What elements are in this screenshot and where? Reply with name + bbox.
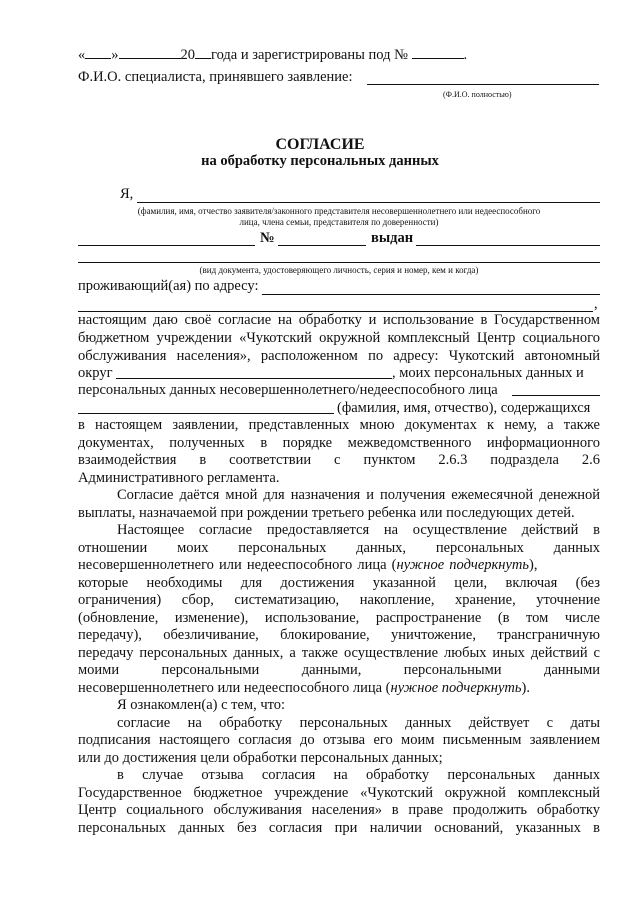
acknowledged-line: Я ознакомлен(а) с тем, что: [117,697,286,713]
minor-name-blank-2 [78,413,334,414]
body-line-4-end: , моих персональных данных и [392,365,584,381]
month-blank [119,46,181,59]
body-line-2: бюджетном учреждении «Чукотский окружной комплексный Центр социального [78,330,600,346]
actions-line-4: которые необходимы для достижения указанной цели, включая (без [78,575,600,591]
document-details-blank [78,262,600,263]
revocation-line-3: Центр социального обслуживания населения» в праве продолжить обработку [78,802,600,818]
minor-name-blank-1 [512,395,600,396]
residing-label: проживающий(ая) по адресу: [78,278,259,294]
applicant-hint-1: (фамилия, имя, отчество заявителя/законного представителя несовершеннолетнего или недееспособного [137,206,541,216]
actions-line-5: ограничения) сбор, систематизацию, накопление, хранение, уточнение [78,592,600,608]
actions-line-3-text: несовершеннолетнего или недееспособного лица ( [78,557,397,573]
actions-line-8: передачу персональных данных, а также осуществление любых иных действий с [78,645,600,661]
year-blank [195,46,211,59]
okrug-address-blank [116,378,392,379]
actions-line-7: передачу), обезличивание, блокирование, уничтожение, трансграничную [78,627,600,643]
document-hint: (вид документа, удостоверяющего личность, серия и номер, кем и когда) [199,265,479,275]
revocation-line-1: в случае отзыва согласия на обработку персональных данных [117,767,600,783]
document-title: СОГЛАСИЕ [275,136,365,153]
issued-label: выдан [371,230,414,246]
body-line-6: (фамилия, имя, отчество), содержащихся [337,400,591,416]
actions-line-6: (обновление, изменение), использование, распространение (в том числе [78,610,600,626]
quote-close: » [111,47,119,63]
purpose-line-2: выплаты, назначаемой при рождении третьего ребенка или последующих детей. [78,505,575,521]
quote-open: « [78,47,86,63]
issued-by-blank [416,245,600,246]
body-line-10: Административного регламента. [78,470,280,486]
specialist-line [78,69,353,86]
number-sign: № [260,230,275,246]
body-line-5: персональных данных несовершеннолетнего/недееспособного лица [78,382,498,398]
actions-line-3-end: ), [529,557,538,573]
validity-line-3: или до достижения цели обработки персональных данных; [78,750,443,766]
applicant-name-blank [137,202,600,203]
period: . [463,47,468,63]
registration-number-blank [412,46,464,59]
document-type-blank [78,245,255,246]
revocation-line-4: персональных данных без согласия при наличии оснований, указанных в [78,820,600,836]
actions-line-9: моими персональными данными, персональными данными [78,662,600,678]
registration-date-line [78,46,467,64]
actions-line-10 [78,680,530,697]
specialist-hint: (Ф.И.О. полностью) [443,90,512,99]
body-line-4-start: округ [78,365,113,381]
body-line-1: настоящим даю своё согласие на обработку и использование в Государственном [78,312,600,328]
underline-hint-2: нужное подчеркнуть [390,680,522,696]
registration-text: года и зарегистрированы под № [211,47,408,63]
document-subtitle: на обработку персональных данных [201,153,439,169]
address-comma: , [594,296,598,312]
actions-line-3 [78,557,537,574]
actions-line-10-text: несовершеннолетнего или недееспособного лица ( [78,680,391,696]
document-number-blank [278,245,366,246]
body-line-7: в настоящем заявлении, представленных мною документах к нему, а также [78,417,600,433]
actions-line-1: Настоящее согласие предоставляется на осуществление действий в [117,522,600,538]
i-label: Я, [120,186,134,202]
specialist-name-blank [367,84,599,85]
actions-line-10-end: ). [521,680,530,696]
specialist-label: Ф.И.О. специалиста, принявшего заявление: [78,69,353,85]
day-blank [85,46,111,59]
purpose-line-1: Согласие даётся мной для назначения и получения ежемесячной денежной [117,487,600,503]
body-line-9: взаимодействия в соответствии с пунктом 2.6.3 подраздела 2.6 [78,452,600,468]
actions-line-2: отношении моих персональных данных, персональных данных [78,540,600,556]
body-line-8: документах, полученных в порядке межведомственного информационного [78,435,600,451]
underline-hint: нужное подчеркнуть [396,557,530,573]
body-line-3: обслуживания населения», расположенном по адресу: Чукотский автономный [78,348,600,364]
revocation-line-2: Государственное бюджетное учреждение «Чукотский окружной комплексный [78,785,600,801]
validity-line-2: подписания настоящего согласия до отзыва его моим письменным заявлением [78,732,600,748]
applicant-hint-2: лица, члена семьи, представителя по доверенности) [239,217,439,227]
address-blank-1 [262,294,600,295]
year-prefix: 20 [180,47,195,63]
validity-line-1: согласие на обработку персональных данных действует с даты [117,715,600,731]
